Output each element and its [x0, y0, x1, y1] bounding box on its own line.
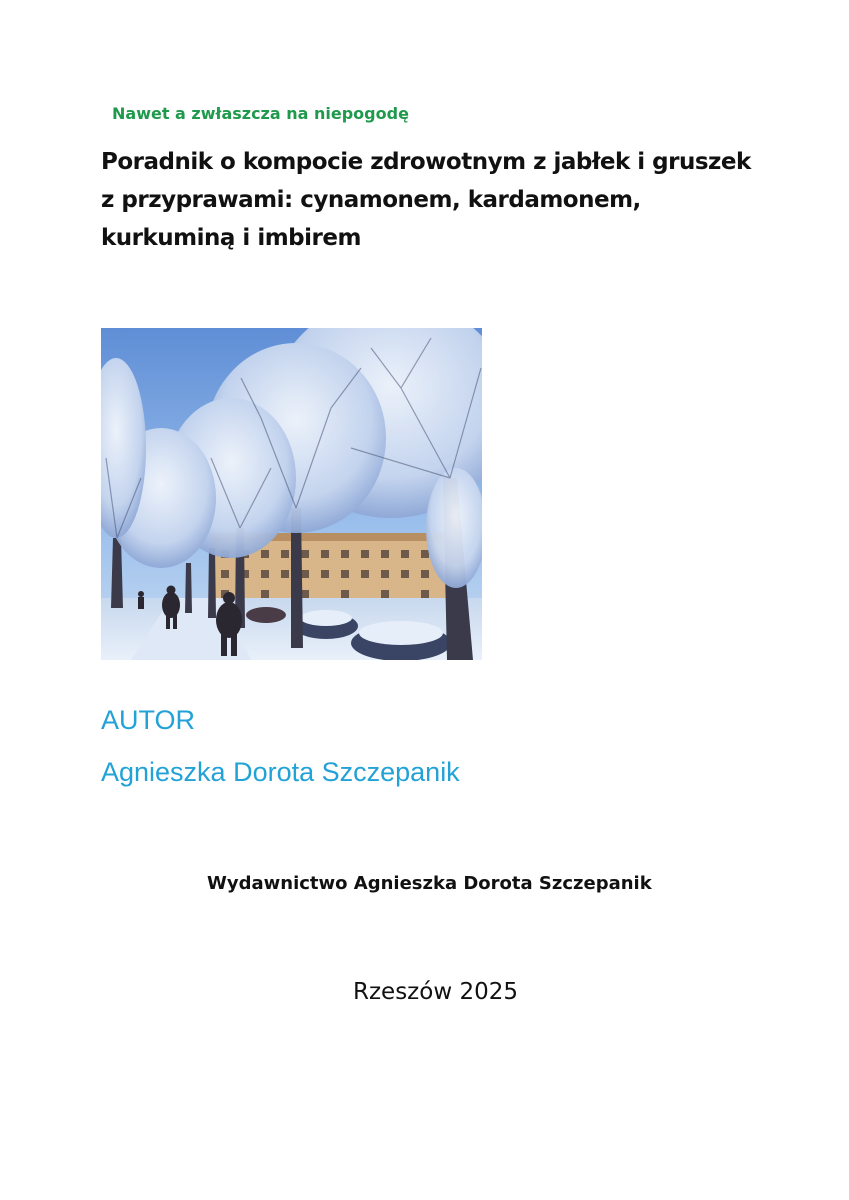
book-title: [101, 143, 781, 257]
book-title-line: z przyprawami: cynamonem, kardamonem,: [101, 187, 641, 213]
winter-street-photo: [101, 328, 482, 660]
author-name: Agnieszka Dorota Szczepanik: [101, 757, 460, 787]
publisher: Wydawnictwo Agnieszka Dorota Szczepanik: [207, 873, 652, 894]
place-and-year: Rzeszów 2025: [353, 979, 518, 1005]
book-title-line: Poradnik o kompocie zdrowotnym z jabłek i gruszek: [101, 149, 751, 175]
author-label: AUTOR: [101, 705, 196, 735]
cover-subtitle: Nawet a zwłaszcza na niepogodę: [112, 104, 409, 123]
book-title-line: kurkuminą i imbirem: [101, 225, 361, 251]
